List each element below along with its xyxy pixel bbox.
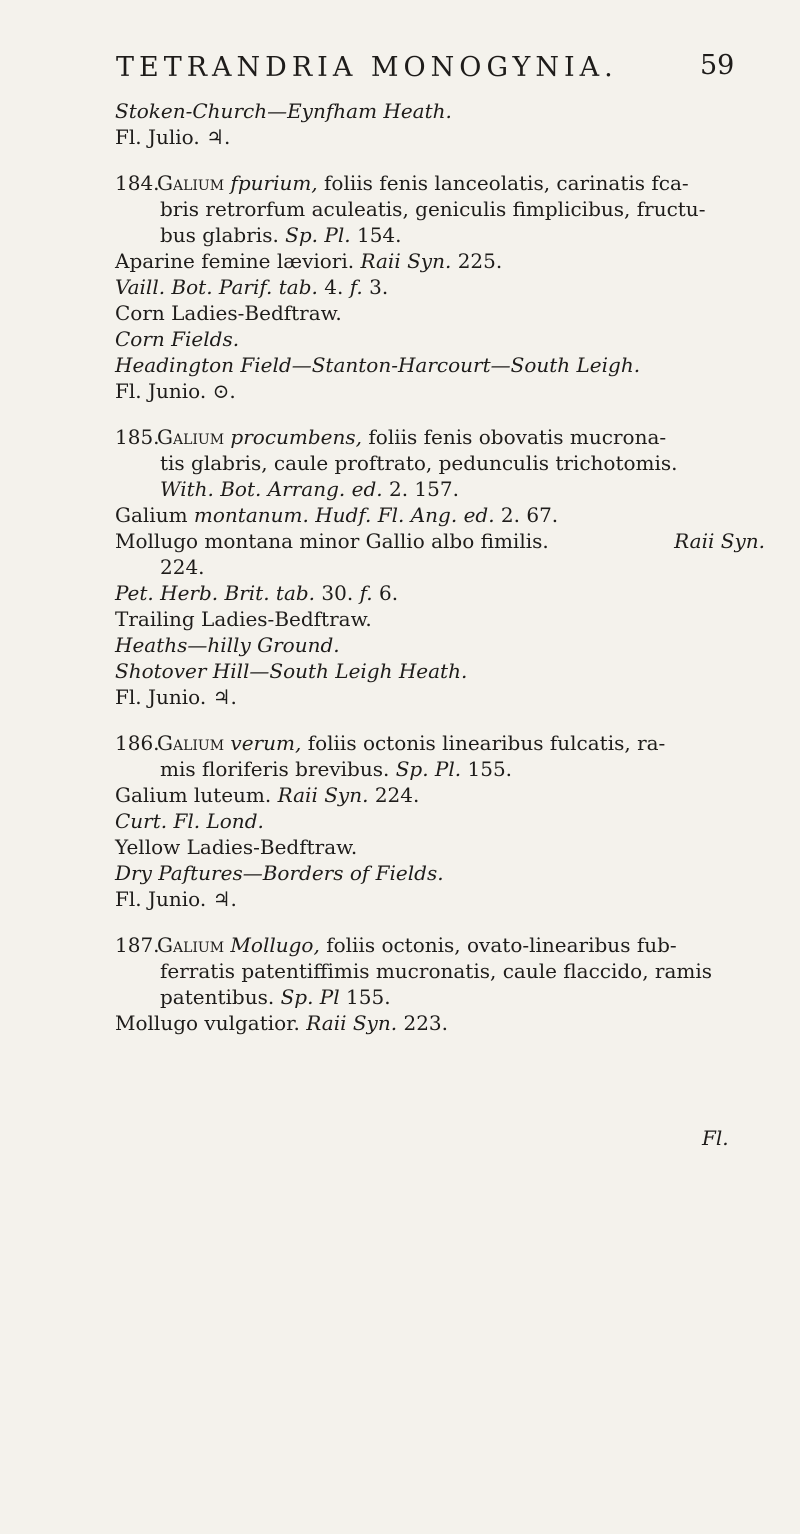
flowering-line: Fl. Junio. ♃. (115, 887, 237, 911)
synonym: Aparine femine læviori. (115, 249, 355, 273)
reference-page: 155. (346, 985, 391, 1009)
reference: Vaill. Bot. Parif. tab. (115, 275, 318, 299)
reference-page: 224. (374, 783, 420, 807)
reference: Hudf. Fl. Ang. ed. (315, 503, 495, 527)
reference-page: 225. (457, 249, 503, 273)
page-number: 59 (700, 50, 735, 81)
page-header (0, 52, 800, 92)
entry-186 (115, 730, 765, 912)
reference: Sp. Pl (280, 985, 340, 1009)
description-text: tis glabris, caule proftrato, pedunculis trichotomis. (160, 451, 678, 475)
reference: With. Bot. Arrang. ed. (160, 477, 383, 501)
page-body (115, 98, 765, 1036)
synonym: Mollugo vulgatior. (115, 1011, 300, 1035)
reference: Curt. Fl. Lond. (115, 809, 264, 833)
reference-page: 3. (369, 275, 389, 299)
running-title: TETRANDRIA MONOGYNIA. (116, 52, 618, 83)
reference: Sp. Pl. (285, 223, 351, 247)
locality-line: Headington Field—Stanton-Harcourt—South Leigh. (115, 353, 641, 377)
reference-page: 2. 157. (388, 477, 459, 501)
synonym: Mollugo montana minor Gallio albo fimilis. (115, 529, 549, 553)
entry-number: 184. (115, 171, 160, 195)
species-name: procumbens, (230, 425, 363, 449)
reference-page: 6. (378, 581, 399, 605)
species-name: Mollugo, (230, 933, 320, 957)
genus-name: Galium (157, 171, 225, 195)
locality-line: Stoken-Church—Eynfham Heath. (115, 99, 452, 123)
description-text: foliis fenis obovatis mucrona- (368, 425, 667, 449)
habitat: Corn Fields. (115, 327, 240, 351)
reference-figure: f. (349, 275, 363, 299)
reference: Raii Syn. (306, 1011, 398, 1035)
entry-185 (115, 424, 765, 710)
description-text: ferratis patentiffimis mucronatis, caule flaccido, ramis (160, 959, 713, 983)
synonym: Galium luteum. (115, 783, 272, 807)
flowering-line: Fl. Junio. ♃. (115, 685, 237, 709)
reference-page: 2. 67. (500, 503, 559, 527)
habitat: Heaths—hilly Ground. (115, 633, 340, 657)
reference-page: 223. (403, 1011, 448, 1035)
common-name: Trailing Ladies-Bedftraw. (115, 607, 372, 631)
description-text: mis floriferis brevibus. (160, 757, 390, 781)
description-text: patentibus. (160, 985, 275, 1009)
description-text: foliis fenis lanceolatis, carinatis fca- (324, 171, 689, 195)
reference: Pet. Herb. Brit. tab. (115, 581, 316, 605)
entry-184 (115, 170, 765, 404)
entry-number: 187. (115, 933, 160, 957)
description-text: foliis octonis linearibus fulcatis, ra- (307, 731, 666, 755)
reference-figure: f. (359, 581, 373, 605)
common-name: Corn Ladies-Bedftraw. (115, 301, 342, 325)
reference-page: 154. (356, 223, 402, 247)
description-text: foliis octonis, ovato-linearibus fub- (326, 933, 677, 957)
genus-name: Galium (157, 933, 225, 957)
reference-page: 30. (321, 581, 354, 605)
flowering-line: Fl. Julio. ♃. (115, 125, 231, 149)
synonym-epithet: montanum. (193, 503, 309, 527)
reference: Sp. Pl. (395, 757, 462, 781)
reference-page: 4. (324, 275, 344, 299)
reference-page: 224. (160, 555, 205, 579)
flowering-line: Fl. Junio. ⊙. (115, 379, 236, 403)
entry-number: 185. (115, 425, 160, 449)
entry-number: 186. (115, 731, 160, 755)
genus-name: Galium (157, 425, 225, 449)
reference-page: 155. (467, 757, 513, 781)
common-name: Yellow Ladies-Bedftraw. (115, 835, 358, 859)
catchword: Fl. (702, 1126, 729, 1150)
habitat: Dry Paftures—Borders of Fields. (115, 861, 444, 885)
species-name: verum, (230, 731, 302, 755)
synonym: Galium (115, 503, 188, 527)
description-text: bris retrorfum aculeatis, geniculis fimplicibus, fructu- (160, 197, 706, 221)
reference: Raii Syn. (277, 783, 369, 807)
description-text: bus glabris. (160, 223, 279, 247)
reference: Raii Syn. (360, 249, 452, 273)
locality-line: Shotover Hill—South Leigh Heath. (115, 659, 468, 683)
species-name: fpurium, (230, 171, 318, 195)
genus-name: Galium (157, 731, 225, 755)
reference: Raii Syn. (674, 529, 765, 553)
entry-187 (115, 932, 765, 1036)
